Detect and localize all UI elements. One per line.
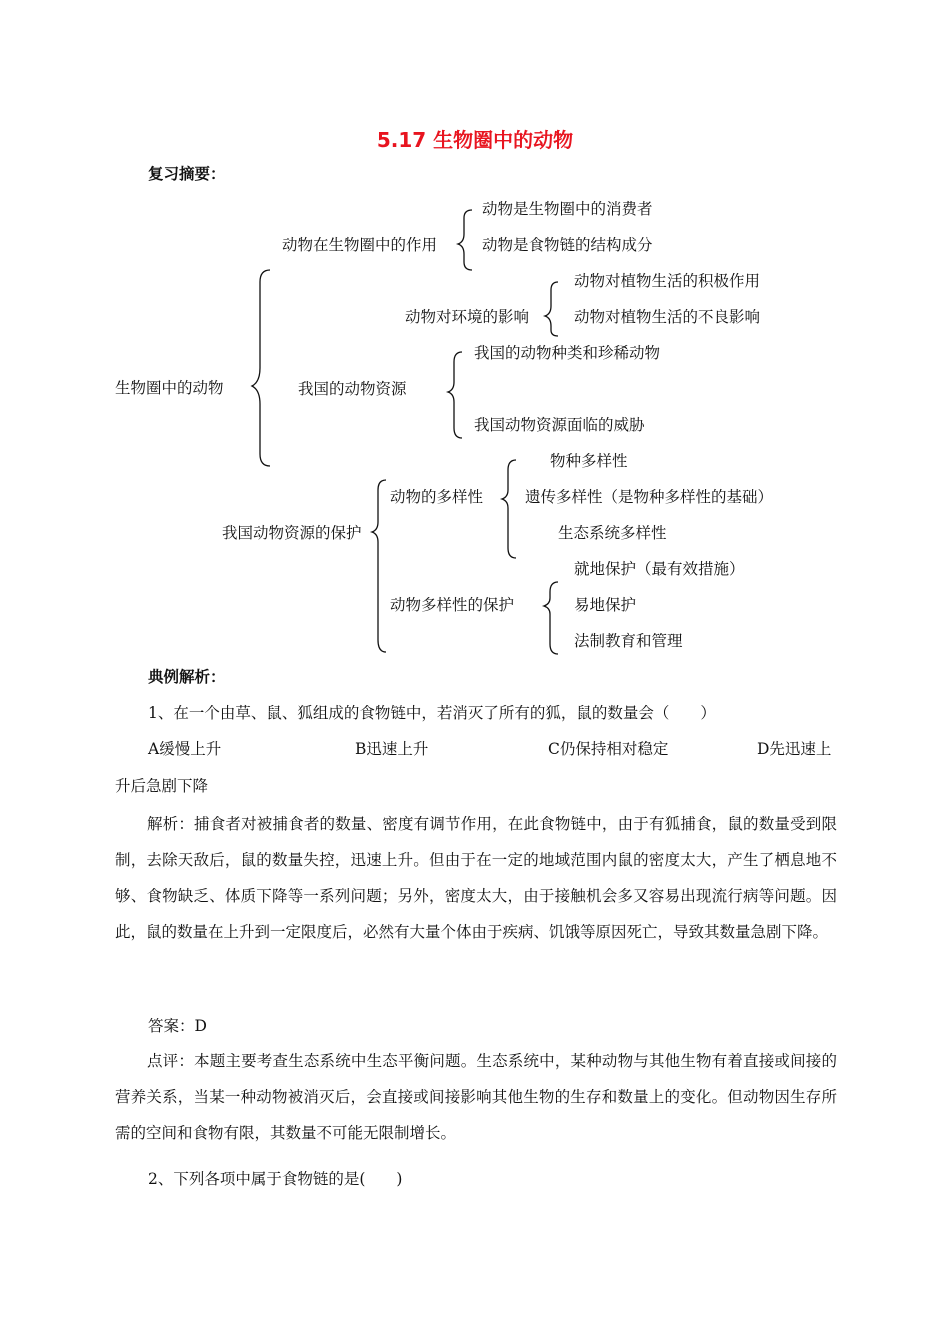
tree-diversity-protection-item: 法制教育和管理 [574,632,683,650]
tree-impact-item: 动物对植物生活的不良影响 [574,308,761,326]
tree-diversity-protection-item: 就地保护（最有效措施） [574,560,745,578]
brace-protection [372,480,386,652]
question-1-option-b: B迅速上升 [355,740,429,758]
tree-resources-item: 我国的动物种类和珍稀动物 [474,344,661,362]
tree-diversity-protection-label: 动物多样性的保护 [390,596,515,614]
tree-diversity-label: 动物的多样性 [390,488,484,506]
examples-heading: 典例解析： [148,668,226,686]
tree-diversity-item: 遗传多样性（是物种多样性的基础） [525,488,774,506]
tree-diversity-protection-item: 易地保护 [574,596,637,614]
tree-diversity-item: 生态系统多样性 [558,524,667,542]
page-title: 5.17 生物圈中的动物 [376,128,574,152]
tree-role-item: 动物是食物链的结构成分 [482,236,653,254]
question-1-option-a: A缓慢上升 [148,740,222,758]
tree-resources-item: 我国动物资源面临的威胁 [474,416,645,434]
brace-resources [448,352,462,438]
brace-diversity-protection [544,582,558,654]
question-1-option-c: C仍保持相对稳定 [548,740,669,758]
question-1-analysis: 解析：捕食者对被捕食者的数量、密度有调节作用，在此食物链中，由于有狐捕食，鼠的数量受到限制，去除天敌后，鼠的数量失控，迅速上升。但由于在一定的地域范围内鼠的密度太大，产生了栖息地不够、食物缺乏、体质下降等一系列问题；另外，密度太大，由于接触机会多又容易出现流行病等问题。因此，鼠的数量在上升到一定限度后，必然有大量个体由于疾病、饥饿等原因死亡，导致其数量急剧下降。 [115,815,837,941]
brace-impact [545,282,558,336]
tree-protection-label: 我国动物资源的保护 [222,524,362,542]
question-1-answer: 答案：D [148,1017,207,1035]
tree-root: 生物圈中的动物 [115,379,224,397]
question-1-comment: 点评：本题主要考查生态系统中生态平衡问题。生态系统中，某种动物与其他生物有着直接或间接的营养关系，当某一种动物被消灭后，会直接或间接影响其他生物的生存和数量上的变化。但动物因生存所需的空间和食物有限，其数量不可能无限制增长。 [115,1052,837,1142]
tree-resources-label: 我国的动物资源 [298,380,407,398]
brace-role [458,210,472,270]
tree-role-item: 动物是生物圈中的消费者 [482,200,653,218]
tree-impact-item: 动物对植物生活的积极作用 [574,272,761,290]
question-2-stem: 2、下列各项中属于食物链的是( ) [148,1170,403,1188]
tree-impact-label: 动物对环境的影响 [405,308,530,326]
review-heading: 复习摘要： [148,165,226,183]
brace-root [252,270,270,466]
brace-diversity [502,460,516,558]
question-1-option-d-continued: 升后急剧下降 [115,777,209,795]
tree-role-label: 动物在生物圈中的作用 [282,236,438,254]
question-1-option-d: D先迅速上 [757,740,832,758]
question-1-stem: 1、在一个由草、鼠、狐组成的食物链中，若消灭了所有的狐，鼠的数量会（ ） [148,704,716,722]
tree-diversity-item: 物种多样性 [550,452,628,470]
